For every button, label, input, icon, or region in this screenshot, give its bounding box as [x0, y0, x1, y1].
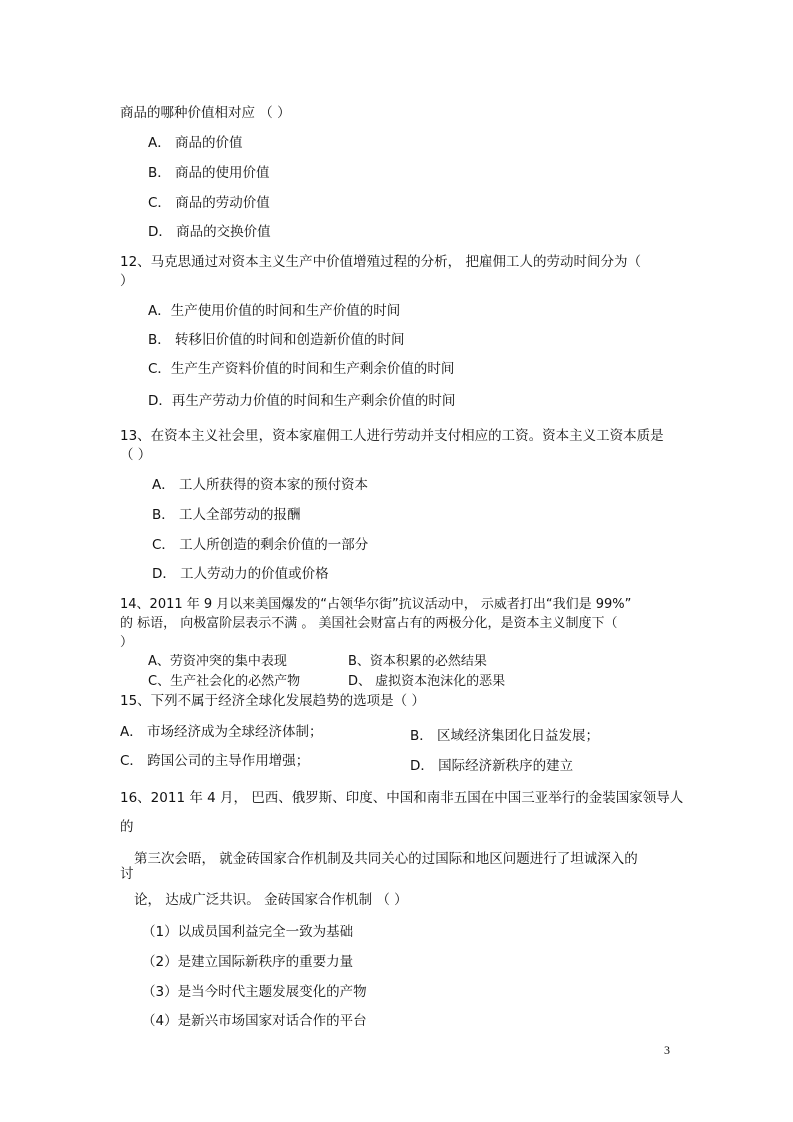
q13-option-c: C． 工人所创造的剩余价值的一部分: [152, 537, 369, 553]
q16-item-2: （2）是建立国际新秩序的重要力量: [142, 954, 354, 970]
q15-option-b: B． 区域经济集团化日益发展；: [410, 728, 600, 744]
q16-stem-line4: 讨: [120, 866, 134, 882]
q13-option-b: B． 工人全部劳动的报酬: [152, 507, 301, 523]
q16-stem-line3: 第三次会晤， 就金砖国家合作机制及共同关心的过国际和地区问题进行了坦诚深入的: [134, 851, 638, 867]
q11-option-d: D． 商品的交换价值: [148, 224, 271, 240]
q13-option-a: A． 工人所获得的资本家的预付资本: [152, 477, 369, 493]
q11-option-a: A． 商品的价值: [148, 135, 243, 151]
page-number: 3: [664, 1043, 670, 1057]
q14-option-c: C、生产社会化的必然产物: [148, 674, 301, 689]
q12-option-d: D．再生产劳动力价值的时间和生产剩余价值的时间: [148, 393, 456, 409]
q11-option-c: C． 商品的劳动价值: [148, 195, 270, 211]
q14-stem-line1: 14、2011 年 9 月以来美国爆发的“占领华尔街”抗议活动中， 示威者打出“我们是 99%”: [120, 597, 632, 612]
q12-option-b: B． 转移旧价值的时间和创造新价值的时间: [148, 332, 405, 348]
q11-option-b: B． 商品的使用价值: [148, 165, 270, 181]
q14-option-b: B、资本积累的必然结果: [348, 654, 487, 669]
q14-stem-line2: 的 标语， 向极富阶层表示不满 。 美国社会财富占有的两极分化，是资本主义制度下（: [120, 616, 618, 631]
q16-item-3: （3）是当今时代主题发展变化的产物: [142, 984, 367, 1000]
q12-option-a: A．生产使用价值的时间和生产价值的时间: [148, 303, 401, 319]
q15-stem: 15、下列不属于经济全球化发展趋势的选项是（ ）: [120, 693, 425, 709]
q11-stem-tail: 商品的哪种价值相对应 （ ）: [120, 105, 291, 121]
q15-option-a: A． 市场经济成为全球经济体制；: [120, 724, 323, 740]
q13-stem-line1: 13、在资本主义社会里，资本家雇佣工人进行劳动并支付相应的工资。资本主义工资本质是: [120, 428, 664, 444]
q15-option-d: D． 国际经济新秩序的建立: [410, 758, 574, 774]
q16-stem-line5: 论， 达成广泛共识。 金砖国家合作机制 （ ）: [134, 892, 408, 908]
q12-stem-line2: ）: [120, 273, 134, 289]
q13-option-d: D． 工人劳动力的价值或价格: [152, 566, 329, 582]
q14-option-a: A、劳资冲突的集中表现: [148, 654, 287, 669]
q16-stem-line1: 16、2011 年 4 月， 巴西、俄罗斯、印度、中国和南非五国在中国三亚举行的金装国家领导人: [120, 790, 684, 806]
q13-stem-line2: （ ）: [120, 447, 152, 463]
q16-item-1: （1）以成员国利益完全一致为基础: [142, 924, 354, 940]
q15-option-c: C． 跨国公司的主导作用增强；: [120, 753, 310, 769]
q12-stem-line1: 12、马克思通过对资本主义生产中价值增殖过程的分析， 把雇佣工人的劳动时间分为（: [120, 254, 641, 270]
q14-option-d: D、 虚拟资本泡沫化的恶果: [348, 674, 506, 689]
q16-stem-line2: 的: [120, 819, 134, 835]
q14-stem-line3: ）: [120, 635, 134, 650]
q12-option-c: C．生产生产资料价值的时间和生产剩余价值的时间: [148, 361, 455, 377]
q16-item-4: （4）是新兴市场国家对话合作的平台: [142, 1013, 367, 1029]
